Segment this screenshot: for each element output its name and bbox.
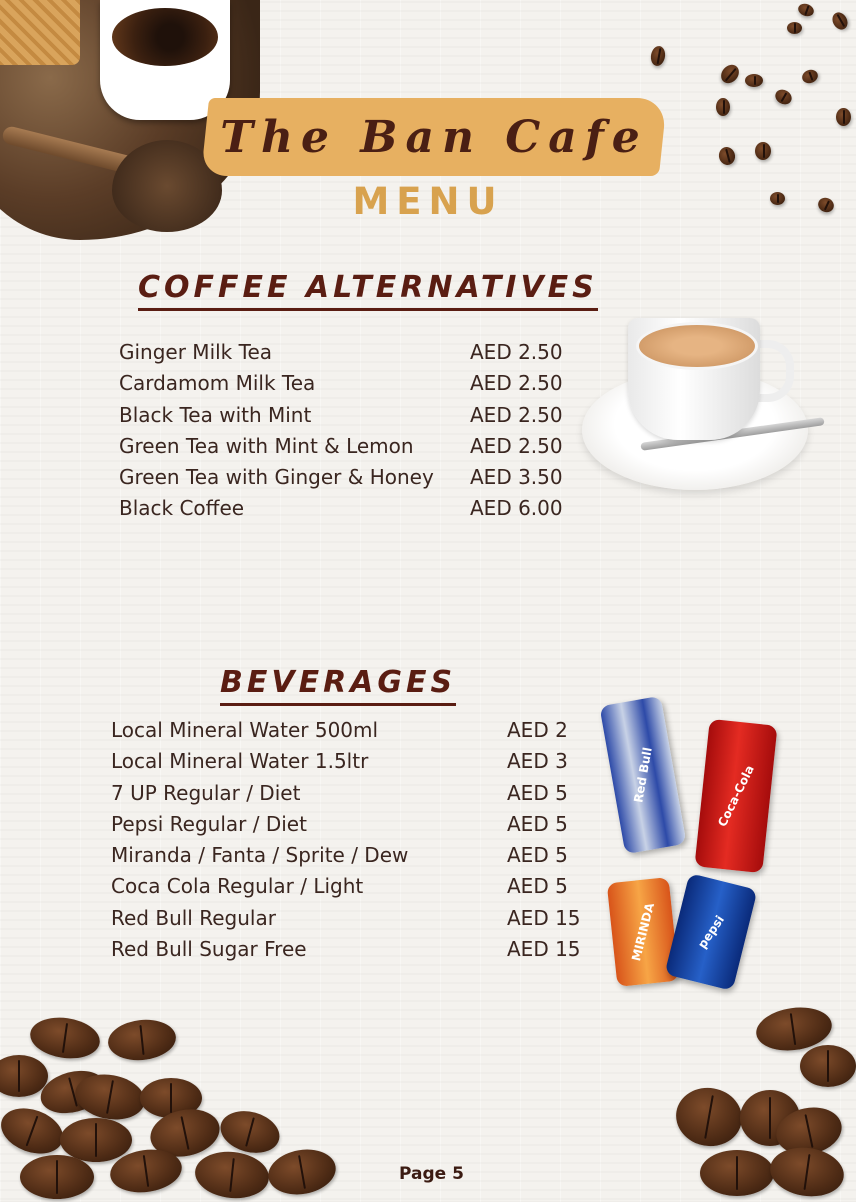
bean-icon	[717, 61, 742, 87]
menu-item	[111, 718, 591, 749]
menu-item	[111, 749, 591, 780]
menu-item	[119, 403, 589, 434]
item-price: AED 5	[507, 874, 568, 899]
coffee-alternatives-list	[119, 340, 589, 528]
bean-icon	[796, 2, 815, 19]
beverages-list	[111, 718, 591, 968]
bean-icon	[649, 45, 666, 67]
red-bull-can-label: Red Bull	[631, 746, 655, 804]
item-price: AED 2.50	[470, 402, 563, 427]
item-price: AED 15	[507, 905, 581, 930]
item-name: Red Bull Regular	[111, 905, 276, 930]
bean-icon	[800, 1045, 856, 1087]
menu-item	[111, 781, 591, 812]
item-price: AED 3	[507, 749, 568, 774]
coca-cola-can-image	[694, 719, 777, 873]
item-name: Ginger Milk Tea	[119, 340, 272, 364]
item-price: AED 6.00	[470, 496, 563, 521]
item-name: Local Mineral Water 1.5ltr	[111, 749, 369, 774]
bean-icon	[700, 1150, 774, 1196]
coffee-surface	[112, 8, 218, 66]
bean-icon	[770, 192, 785, 205]
item-name: Black Coffee	[119, 496, 245, 521]
item-price: AED 5	[507, 780, 568, 805]
page-number: Page 5	[399, 1164, 464, 1184]
milk-tea-surface	[636, 322, 758, 370]
bean-icon	[28, 1013, 103, 1062]
cafe-title: The Ban Cafe	[220, 111, 648, 163]
bean-icon	[745, 74, 763, 87]
menu-item	[111, 937, 591, 968]
bean-icon	[671, 1083, 746, 1152]
item-price: AED 3.50	[470, 465, 563, 490]
item-price: AED 5	[507, 811, 568, 836]
item-price: AED 2.50	[470, 433, 563, 458]
menu-item	[111, 906, 591, 937]
item-name: Green Tea with Mint & Lemon	[119, 433, 414, 458]
item-name: Cardamom Milk Tea	[119, 371, 316, 396]
menu-item	[119, 465, 589, 496]
bean-icon	[836, 108, 851, 126]
bean-icon	[787, 22, 802, 34]
item-name: Local Mineral Water 500ml	[111, 718, 379, 742]
menu-item	[119, 496, 589, 527]
item-price: AED 2.50	[470, 371, 563, 396]
item-price: AED 2	[507, 718, 568, 742]
item-name: Coca Cola Regular / Light	[111, 874, 364, 899]
menu-item	[119, 340, 589, 371]
bean-icon	[20, 1155, 94, 1199]
bean-icon	[829, 10, 850, 33]
coca-cola-can-label: Coca-Cola	[715, 763, 757, 829]
cookie-image	[0, 0, 80, 65]
item-name: Miranda / Fanta / Sprite / Dew	[111, 843, 409, 868]
item-price: AED 5	[507, 843, 568, 868]
menu-item	[119, 371, 589, 402]
bean-icon	[767, 1143, 847, 1201]
pepsi-can-label: pepsi	[694, 912, 728, 952]
bean-icon	[773, 87, 795, 108]
menu-item	[119, 434, 589, 465]
item-name: 7 UP Regular / Diet	[111, 780, 301, 805]
menu-item	[111, 812, 591, 843]
bean-icon	[193, 1148, 271, 1201]
bean-icon	[60, 1118, 132, 1162]
section-heading-beverages: BEVERAGES	[220, 665, 456, 706]
item-price: AED 15	[507, 937, 581, 962]
red-bull-can-image	[599, 696, 686, 854]
item-name: Green Tea with Ginger & Honey	[119, 465, 434, 490]
bean-icon	[716, 98, 730, 116]
bean-icon	[800, 68, 819, 86]
menu-subtitle: MENU	[352, 180, 504, 223]
item-name: Pepsi Regular / Diet	[111, 811, 307, 836]
section-heading-coffee-alternatives: COFFEE ALTERNATIVES	[138, 270, 598, 311]
bean-icon	[816, 195, 836, 214]
item-price: AED 2.50	[470, 340, 563, 364]
menu-item	[111, 874, 591, 905]
item-name: Black Tea with Mint	[119, 402, 312, 427]
pepsi-can-image	[664, 873, 757, 991]
bean-icon	[106, 1017, 178, 1064]
bean-icon	[265, 1144, 340, 1199]
item-name: Red Bull Sugar Free	[111, 937, 307, 962]
bean-icon	[755, 142, 771, 160]
mirinda-can-label: MIRINDA	[629, 901, 657, 963]
menu-item	[111, 843, 591, 874]
bean-icon	[717, 145, 737, 167]
